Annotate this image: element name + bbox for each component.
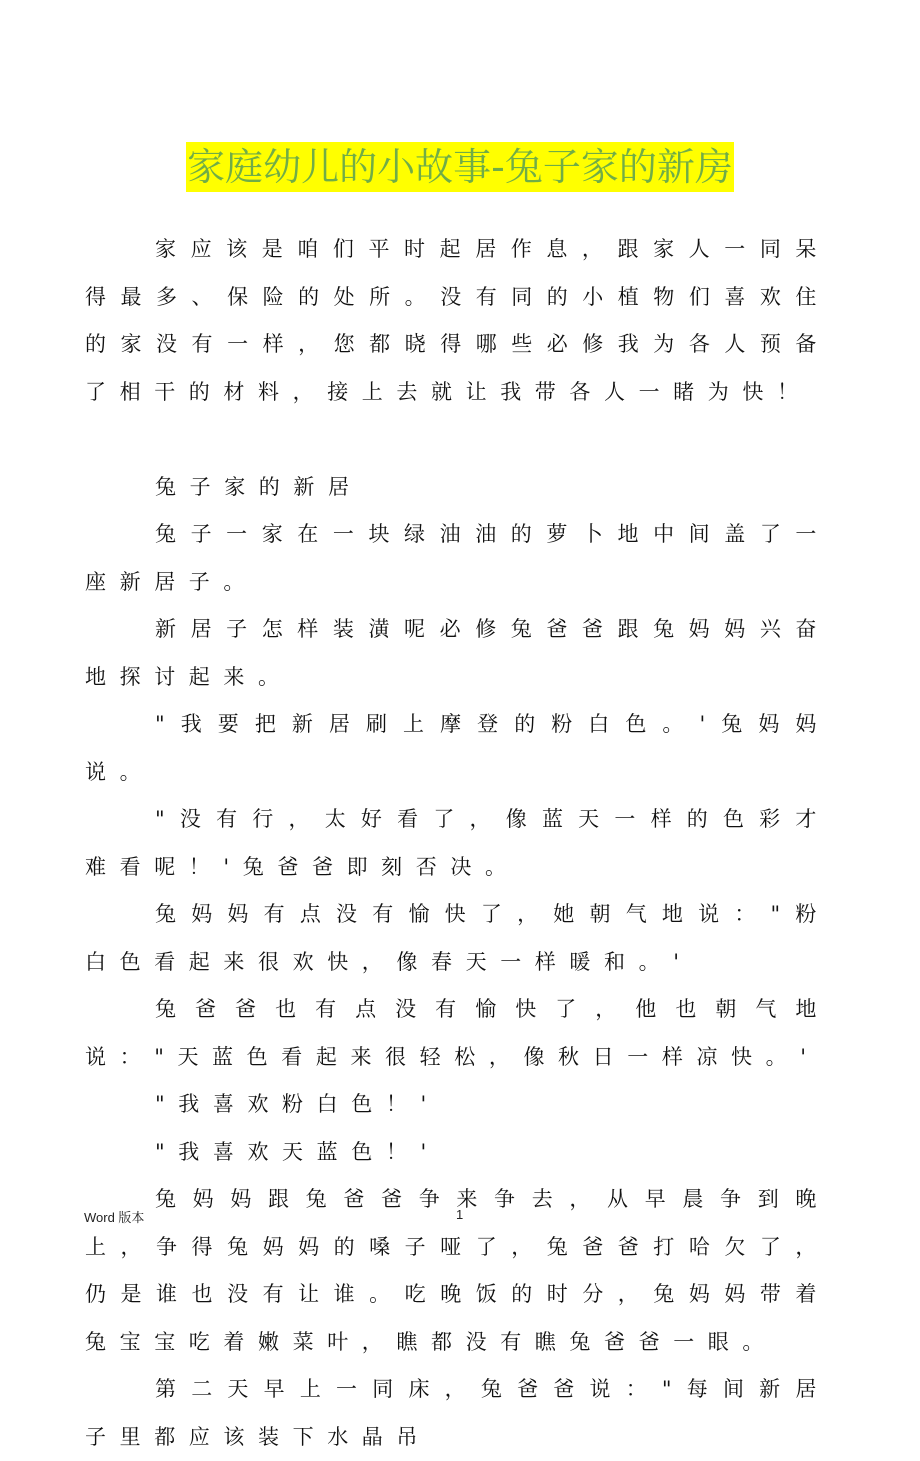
- paragraph: 第二天早上一同床，兔爸爸说："每间新居子里都应该装下水晶吊: [85, 1377, 830, 1449]
- paragraph: "我喜欢粉白色！': [155, 1092, 440, 1116]
- paragraph: 兔子一家在一块绿油油的萝卜地中间盖了一座新居子。: [85, 522, 830, 594]
- paragraph: 新居子怎样装潢呢必修兔爸爸跟兔妈妈兴奋地探讨起来。: [85, 617, 830, 689]
- paragraph: 兔妈妈有点没有愉快了，她朝气地说："粉白色看起来很欢快，像春天一样暖和。': [85, 902, 830, 974]
- paragraph: "没有行，太好看了，像蓝天一样的色彩才难看呢！'兔爸爸即刻否决。: [85, 807, 830, 879]
- blank-line: [85, 416, 830, 464]
- paragraph: 兔妈妈跟兔爸爸争来争去，从早晨争到晚上，争得兔妈妈的嗓子哑了，兔爸爸打哈欠了，仍是谁也没有让谁。吃晚饭的时分，兔妈妈带着兔宝宝吃着嫩菜叶，瞧都没有瞧兔爸爸一眼。: [85, 1187, 830, 1354]
- paragraph-intro: 家应该是咱们平时起居作息，跟家人一同呆得最多、保险的处所。没有同的小植物们喜欢住的家没有一样，您都晓得哪些必修我为各人预备了相干的材料，接上去就让我带各人一睹为快！: [85, 237, 830, 404]
- story-subheading: 兔子家的新居: [155, 474, 363, 499]
- document-title: 家庭幼儿的小故事-兔子家的新房: [186, 142, 734, 192]
- paragraph: "我喜欢天蓝色！': [155, 1139, 440, 1164]
- document-body: [85, 226, 830, 1461]
- paragraph: 兔爸爸也有点没有愉快了，他也朝气地说："天蓝色看起来很轻松，像秋日一样凉快。': [85, 997, 830, 1069]
- page-number: 1: [456, 1207, 464, 1222]
- paragraph: "我要把新居刷上摩登的粉白色。'兔妈妈说。: [85, 712, 830, 784]
- title-container: [0, 142, 920, 192]
- page-footer: [84, 1207, 844, 1227]
- footer-version-label: Word 版本: [84, 1210, 145, 1225]
